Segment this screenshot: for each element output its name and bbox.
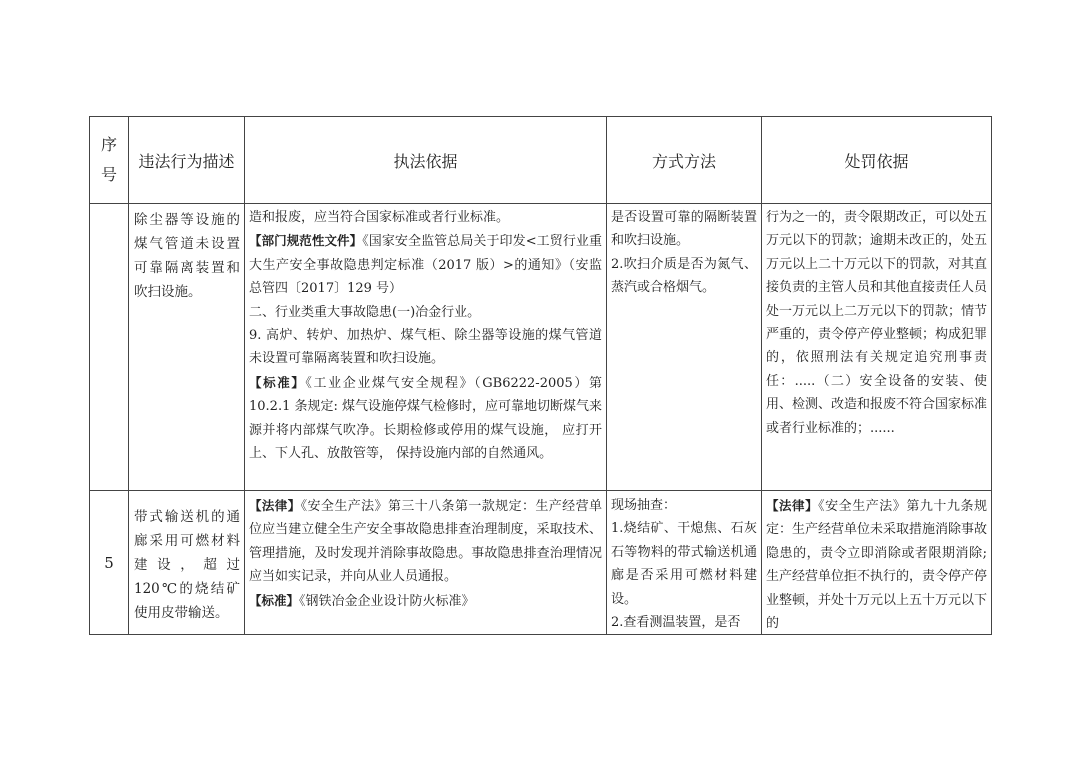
basis-text: 《安全生产法》第三十八条第一款规定：生产经营单位应当建立健全生产安全事故隐患排查治理制度，采取技术、管理措施，及时发现并消除事故隐患。事故隐患排查治理情况应当如实记录，并向从业人员通报。 xyxy=(249,499,602,585)
penalty-paragraph xyxy=(766,494,987,634)
basis-text: 《工业企业煤气安全规程》（GB6222-2005）第 10.2.1 条规定: 煤气设施停煤气检修时，应可靠地切断煤气来源并将内部煤气吹净。长期检修或停用的煤气设施， 应打开上、下人孔、放散管等， 保持设施内部的自然通风。 xyxy=(249,375,602,462)
basis-paragraph: 造和报废，应当符合国家标准或者行业标准。 xyxy=(249,210,510,225)
row-seq: 5 xyxy=(90,491,129,635)
header-seq-line1: 序 xyxy=(100,135,117,154)
basis-tag: 【标准】 xyxy=(249,592,300,608)
basis-paragraph xyxy=(249,494,602,589)
basis-paragraph xyxy=(249,229,602,300)
header-seq xyxy=(90,117,129,204)
basis-tag: 【法律】 xyxy=(249,498,301,513)
basis-text: 《钢铁冶金企业设计防火标准》 xyxy=(299,593,475,609)
row-description: 带式输送机的通廊采用可燃材料建设，超过 120℃的烧结矿使用皮带输送。 xyxy=(134,509,240,621)
row-method-cell xyxy=(607,204,762,491)
method-paragraph: 2.查看测温装置，是否 xyxy=(611,615,741,631)
basis-paragraph xyxy=(249,371,602,466)
row-description: 除尘器等设施的煤气管道未设置可靠隔离装置和吹扫设施。 xyxy=(134,212,240,300)
row-description-cell xyxy=(129,491,245,635)
basis-paragraph xyxy=(249,589,602,613)
header-description: 违法行为描述 xyxy=(129,117,245,204)
header-seq-line2: 号 xyxy=(100,165,117,184)
header-method: 方式方法 xyxy=(607,117,762,204)
row-seq xyxy=(90,204,129,491)
method-paragraph: 是否设置可靠的隔断装置和吹扫设施。 xyxy=(611,210,757,249)
basis-tag: 【部门规范性文件】 xyxy=(249,233,363,249)
row-basis-cell xyxy=(245,204,607,491)
basis-text: 《国家安全监管总局关于印发<工贸行业重大生产安全事故隐患判定标准（2017 版）>的通知》（安监总管四〔2017〕129 号） xyxy=(249,234,602,297)
method-paragraph: 现场抽查： xyxy=(611,498,677,513)
basis-tag: 【标准】 xyxy=(249,374,306,390)
table-row xyxy=(90,491,992,635)
method-paragraph: 1.烧结矿、干熄焦、石灰石等物料的带式输送机通廊是否采用可燃材料建设。 xyxy=(611,521,757,607)
penalty-paragraph: 行为之一的，责令限期改正，可以处五万元以下的罚款；逾期未改正的，处五万元以上二十万元以下的罚款，对其直接负责的主管人员和其他直接责任人员处一万元以上二万元以下的罚款；情节严重的，责令停产停业整顿；构成犯罪的，依照刑法有关规定追究刑事责任：.....（二）安全设备的安装、使用、检测、改造和报废不符合国家标准或者行业标准的；...... xyxy=(766,210,988,436)
method-paragraph: 2.吹扫介质是否为氮气、蒸汽或合格烟气。 xyxy=(611,256,757,296)
row-description-cell xyxy=(129,204,245,491)
row-method-cell xyxy=(607,491,762,635)
header-penalty: 处罚依据 xyxy=(762,117,992,204)
penalty-text: 《安全生产法》第九十九条规定：生产经营单位未采取措施消除事故隐患的，责令立即消除或者限期消除;生产经营单位拒不执行的，责令停产停业整顿，并处十万元以上五十万元以下的 xyxy=(766,499,988,632)
basis-paragraph: 9. 高炉、转炉、加热炉、煤气柜、除尘器等设施的煤气管道未设置可靠隔离装置和吹扫设施。 xyxy=(249,328,602,367)
enforcement-table xyxy=(89,116,992,635)
table-header-row xyxy=(90,117,992,204)
row-penalty-cell xyxy=(762,204,992,491)
basis-paragraph: 二、行业类重大事故隐患(一)冶金行业。 xyxy=(249,304,481,320)
row-basis-cell xyxy=(245,491,607,635)
header-basis: 执法依据 xyxy=(245,117,607,204)
table-row xyxy=(90,204,992,491)
penalty-tag: 【法律】 xyxy=(766,498,819,513)
row-penalty-cell xyxy=(762,491,992,635)
